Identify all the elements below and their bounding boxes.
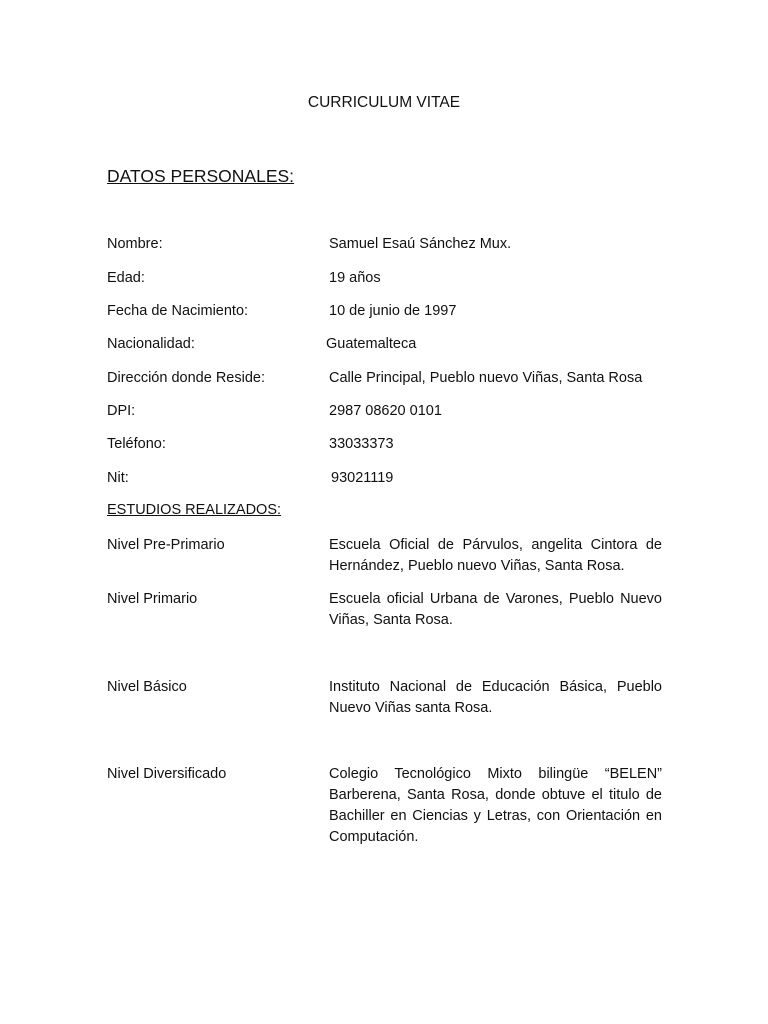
row-value: Calle Principal, Pueblo nuevo Viñas, Santa Rosa xyxy=(329,370,643,386)
row-value: Instituto Nacional de Educación Básica, Pueblo Nuevo Viñas santa Rosa. xyxy=(329,679,662,716)
row-label: Nivel Diversificado xyxy=(107,766,227,782)
row-label: Teléfono: xyxy=(107,436,166,452)
row-value: Guatemalteca xyxy=(326,336,417,352)
row-value: 33033373 xyxy=(329,436,394,452)
row-label: Dirección donde Reside: xyxy=(107,370,265,386)
row-label: Edad: xyxy=(107,270,145,286)
studies-heading: ESTUDIOS REALIZADOS: xyxy=(107,502,282,518)
row-label: Nivel Primario xyxy=(107,591,198,607)
document-title: CURRICULUM VITAE xyxy=(307,94,461,111)
row-label: Nit: xyxy=(107,470,129,486)
row-value: 19 años xyxy=(329,270,381,286)
row-value: 93021119 xyxy=(331,470,394,486)
row-value: 2987 08620 0101 xyxy=(329,403,442,419)
row-label: Nacionalidad: xyxy=(107,336,195,352)
row-value: Escuela oficial Urbana de Varones, Pueblo Nuevo Viñas, Santa Rosa. xyxy=(329,591,662,628)
row-value: Samuel Esaú Sánchez Mux. xyxy=(329,236,512,252)
row-label: Nombre: xyxy=(107,236,163,252)
row-label: Nivel Básico xyxy=(107,679,187,695)
row-label: DPI: xyxy=(107,403,136,419)
row-label: Fecha de Nacimiento: xyxy=(107,303,249,319)
row-label: Nivel Pre-Primario xyxy=(107,537,225,553)
row-value: Colegio Tecnológico Mixto bilingüe “BELEN” Barberena, Santa Rosa, donde obtuve el titulo de Bachiller en Ciencias y Letras, con Orientación en Computación. xyxy=(329,766,662,845)
row-value: 10 de junio de 1997 xyxy=(329,303,457,319)
personal-data-heading: DATOS PERSONALES: xyxy=(107,166,295,186)
row-value: Escuela Oficial de Párvulos, angelita Cintora de Hernández, Pueblo nuevo Viñas, Santa Rosa. xyxy=(329,537,662,574)
